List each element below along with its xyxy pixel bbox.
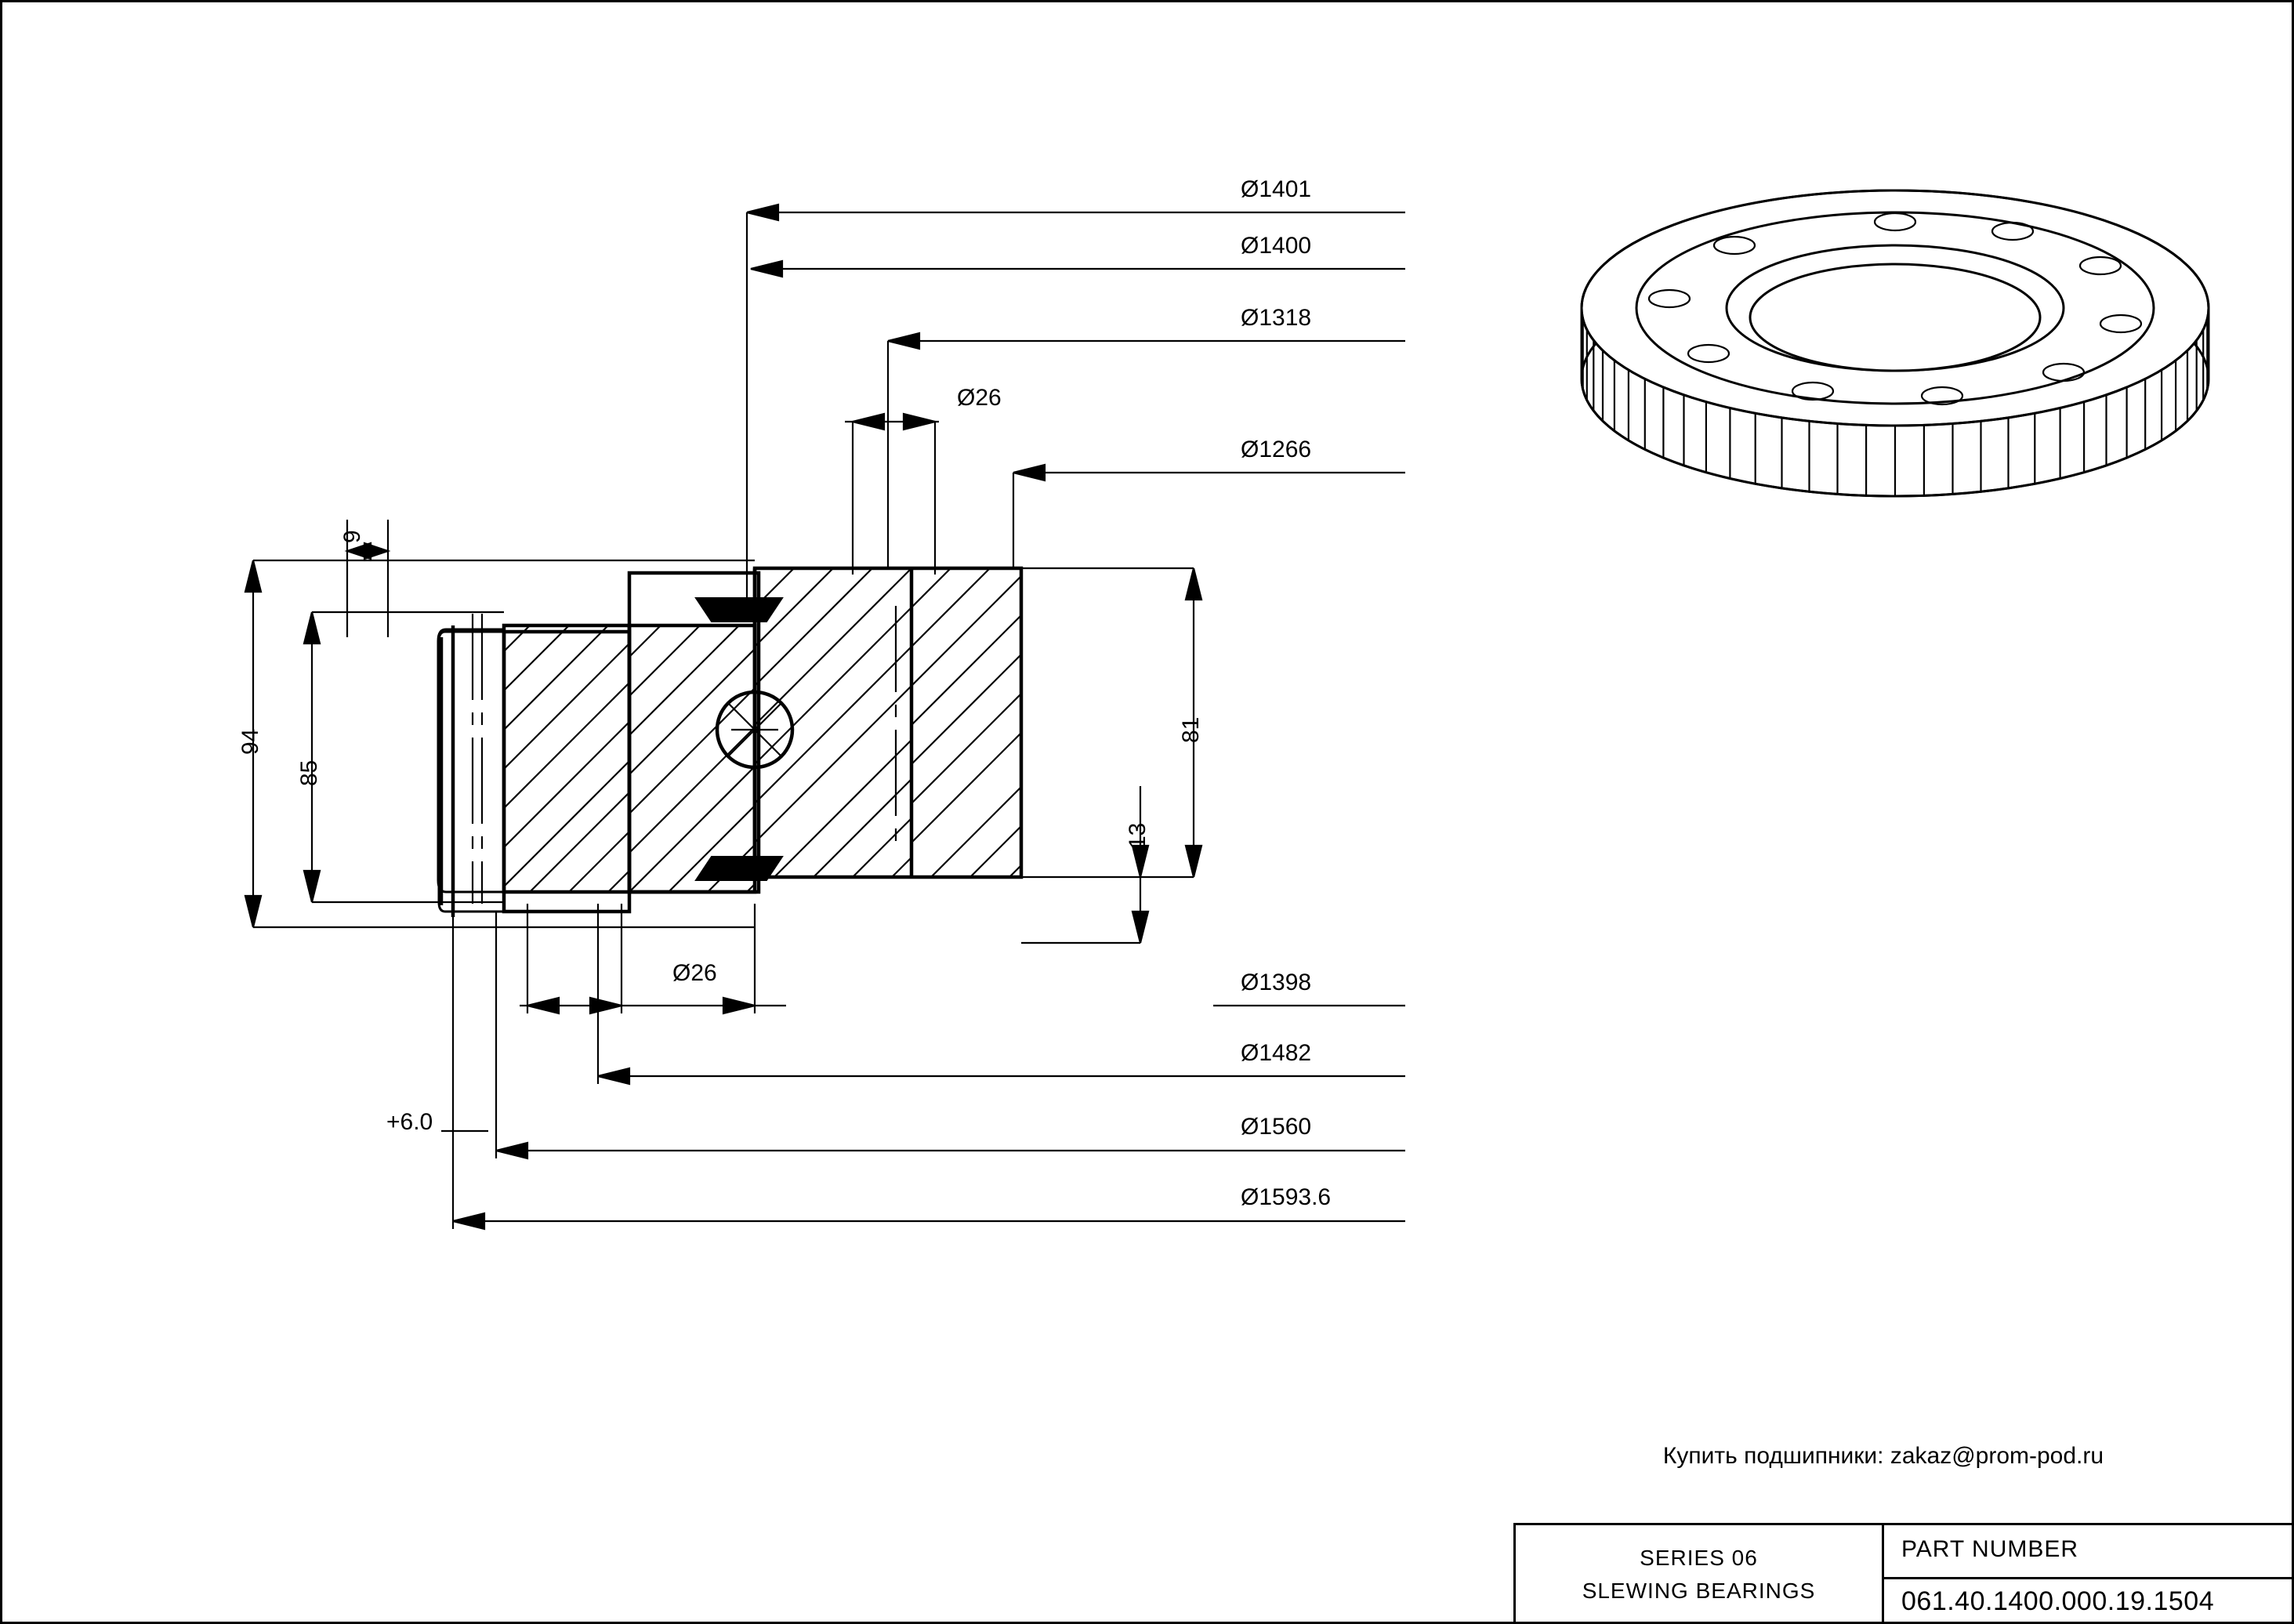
section-geometry	[438, 568, 1021, 904]
dimension-lines	[245, 205, 1405, 1229]
title-block-series	[1516, 1525, 1884, 1624]
dim-label-d26-bottom: Ø26	[672, 960, 717, 986]
dim-label-d1593-6: Ø1593.6	[1241, 1184, 1332, 1210]
dim-label-d1398: Ø1398	[1241, 970, 1312, 995]
title-block-part-number	[1884, 1525, 2294, 1624]
dim-label-d1401: Ø1401	[1241, 176, 1312, 202]
dim-label-85: 85	[296, 759, 322, 786]
dim-label-94: 94	[237, 728, 263, 755]
dim-label-81: 81	[1178, 716, 1204, 743]
dim-label-tolerance: +6.0	[386, 1109, 433, 1135]
series-line-2: SLEWING BEARINGS	[1582, 1579, 1816, 1603]
bearing-3d-view	[1582, 190, 2209, 496]
part-number-value: 061.40.1400.000.19.1504	[1901, 1586, 2215, 1616]
technical-drawing-canvas	[2, 2, 2294, 1624]
dim-label-d1560: Ø1560	[1241, 1114, 1312, 1140]
dim-label-9: 9	[339, 530, 365, 543]
dim-label-d1318: Ø1318	[1241, 305, 1312, 331]
dim-label-d26-top: Ø26	[957, 385, 1002, 411]
dim-label-13: 13	[1125, 822, 1151, 849]
title-block	[1513, 1523, 2294, 1624]
series-line-1: SERIES 06	[1640, 1546, 1758, 1570]
dim-label-d1266: Ø1266	[1241, 437, 1312, 462]
bearing-cross-section	[441, 625, 453, 917]
contact-note: Купить подшипники: zakaz@prom-pod.ru	[1662, 1443, 2104, 1469]
title-block-divider	[1884, 1577, 2294, 1579]
dim-label-d1482: Ø1482	[1241, 1040, 1312, 1066]
part-number-label: PART NUMBER	[1901, 1536, 2079, 1562]
seal-block-outline	[439, 632, 504, 912]
dim-label-d1400: Ø1400	[1241, 233, 1312, 259]
